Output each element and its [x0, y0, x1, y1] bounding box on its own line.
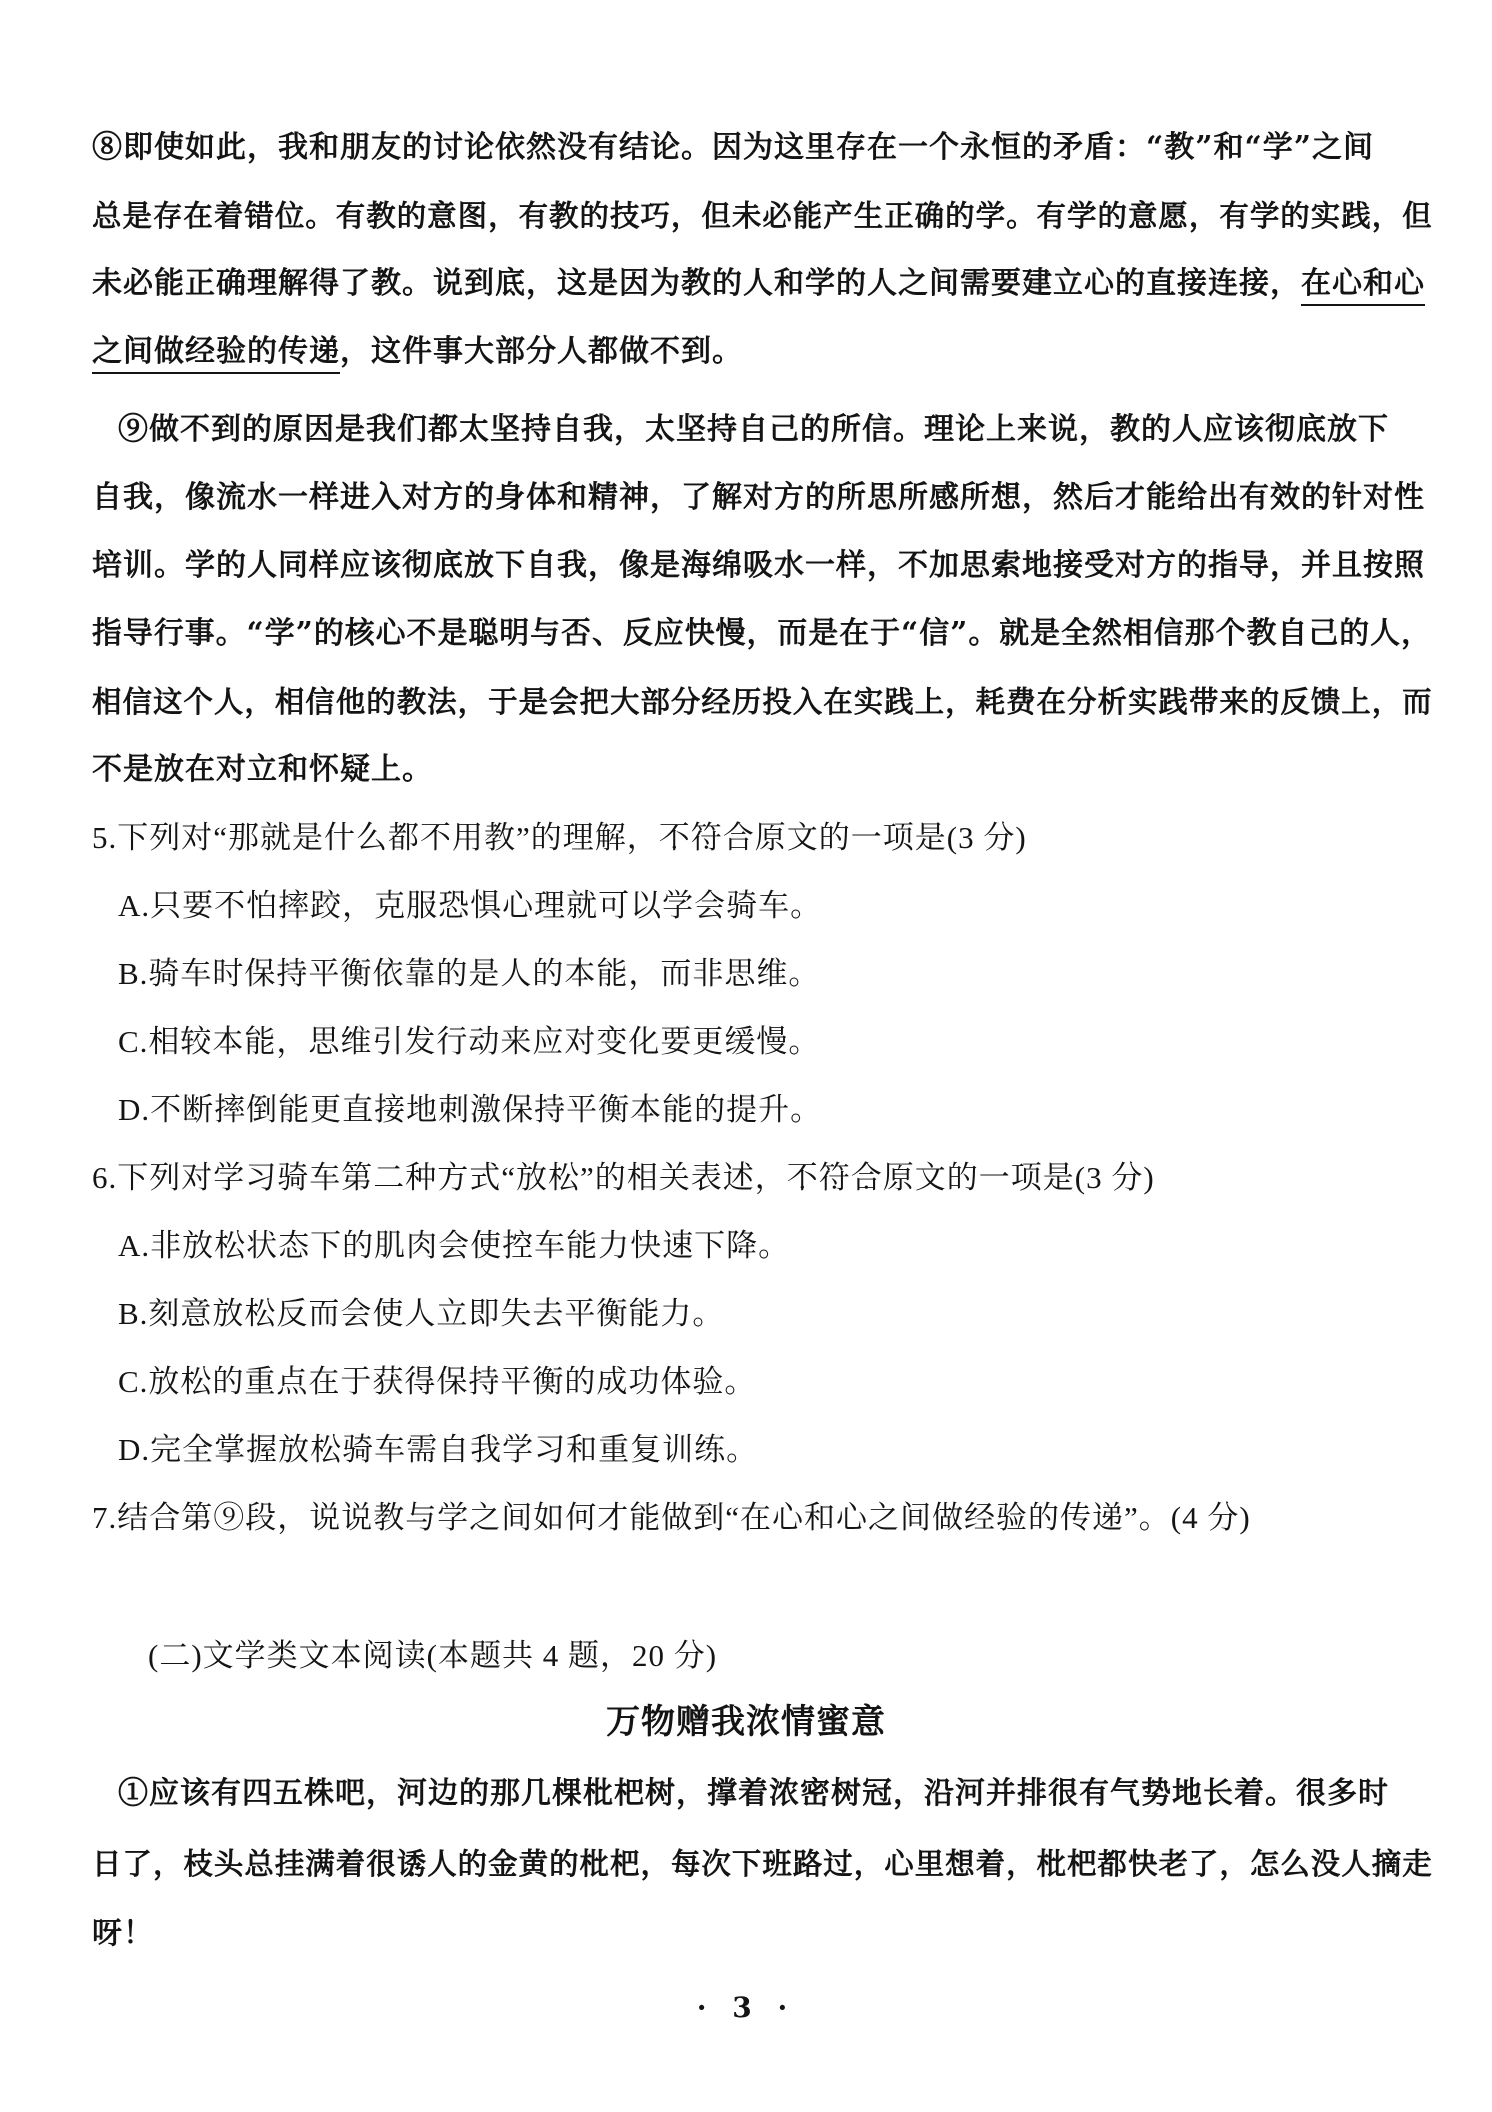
q6-option-d: D.完全掌握放松骑车需自我学习和重复训练。 — [118, 1432, 759, 1467]
para9-line5: 相信这个人，相信他的教法，于是会把大部分经历投入在实践上，耗费在分析实践带来的反馈上，而 — [92, 684, 1433, 719]
para8-line3 — [92, 264, 1425, 304]
question-6-stem — [92, 1158, 1155, 1198]
page-number: · 3 · — [696, 1991, 796, 2024]
question-5-stem — [92, 818, 1027, 858]
emphasis-char: 合 — [850, 1160, 883, 1195]
q5-stem-b: 合原文的一项是(3 分) — [722, 820, 1027, 855]
essay-para1-line1: ①应该有四五株吧，河边的那几棵枇杷树，撑着浓密树冠，沿河并排很有气势地长着。很多时 — [118, 1776, 1389, 1811]
q6-option-b: B.刻意放松反而会使人立即失去平衡能力。 — [118, 1296, 725, 1331]
para8-line1: ⑧即使如此，我和朋友的讨论依然没有结论。因为这里存在一个永恒的矛盾：“教”和“学”之间 — [92, 130, 1375, 165]
para9-line1: ⑨做不到的原因是我们都太坚持自我，太坚持自己的所信。理论上来说，教的人应该彻底放下 — [118, 412, 1389, 447]
q6-stem-b: 原文的一项是(3 分) — [882, 1160, 1155, 1195]
q5-option-d: D.不断摔倒能更直接地刺激保持平衡本能的提升。 — [118, 1092, 823, 1127]
underlined-phrase-part2: 之间做经验的传递 — [92, 334, 340, 374]
para9-line2: 自我，像流水一样进入对方的身体和精神，了解对方的所思所感所想，然后才能给出有效的针对性 — [92, 480, 1425, 515]
para9-line6: 不是放在对立和怀疑上。 — [92, 752, 433, 787]
question-7: 7.结合第⑨段，说说教与学之间如何才能做到“在心和心之间做经验的传递”。(4 分) — [92, 1500, 1251, 1535]
section-heading: (二)文学类文本阅读(本题共 4 题，20 分) — [148, 1638, 718, 1673]
emphasis-char: 不 — [786, 1160, 819, 1195]
para9-line4: 指导行事。“学”的核心不是聪明与否、反应快慢，而是在于“信”。就是全然相信那个教自己的人， — [92, 616, 1432, 651]
emphasis-char: 符 — [818, 1160, 851, 1195]
q6-stem-a: 6.下列对学习骑车第二种方式“放松”的相关表述， — [92, 1160, 787, 1195]
essay-line2-a: 日了，枝头总挂满着很 — [92, 1846, 397, 1881]
essay-para1-line2 — [92, 1844, 1433, 1884]
q5-option-a: A.只要不怕摔跤，克服恐惧心理就可以学会骑车。 — [118, 888, 823, 923]
q6-option-c: C.放松的重点在于获得保持平衡的成功体验。 — [118, 1364, 757, 1399]
emphasis-char: 符 — [690, 820, 723, 855]
essay-line2-b: 人的金黄的枇杷，每次下班路过，心里想着，枇杷都快老了，怎么没人摘走 — [427, 1846, 1433, 1881]
essay-title: 万物赠我浓情蜜意 — [606, 1702, 886, 1742]
essay-para1-line3: 呀！ — [92, 1916, 154, 1951]
q5-option-c: C.相较本能，思维引发行动来应对变化要更缓慢。 — [118, 1024, 821, 1059]
para9-line3: 培训。学的人同样应该彻底放下自我，像是海绵吸水一样，不加思索地接受对方的指导，并且按照 — [92, 548, 1425, 583]
para8-line4 — [92, 332, 743, 372]
para8-line2: 总是存在着错位。有教的意图，有教的技巧，但未必能产生正确的学。有学的意愿，有学的实践，但 — [92, 198, 1433, 233]
q5-option-b: B.骑车时保持平衡依靠的是人的本能，而非思维。 — [118, 956, 821, 991]
underlined-phrase-part1: 在心和心 — [1301, 266, 1425, 306]
emphasis-char: 不 — [658, 820, 691, 855]
emphasis-char: 诱 — [396, 1846, 428, 1881]
para8-line3-text: 未必能正确理解得了教。说到底，这是因为教的人和学的人之间需要建立心的直接连接， — [92, 266, 1301, 301]
q5-stem-a: 5.下列对“那就是什么都不用教”的理解， — [92, 820, 659, 855]
para8-line4-text: ，这件事大部分人都做不到。 — [340, 334, 743, 369]
q6-option-a: A.非放松状态下的肌肉会使控车能力快速下降。 — [118, 1228, 791, 1263]
